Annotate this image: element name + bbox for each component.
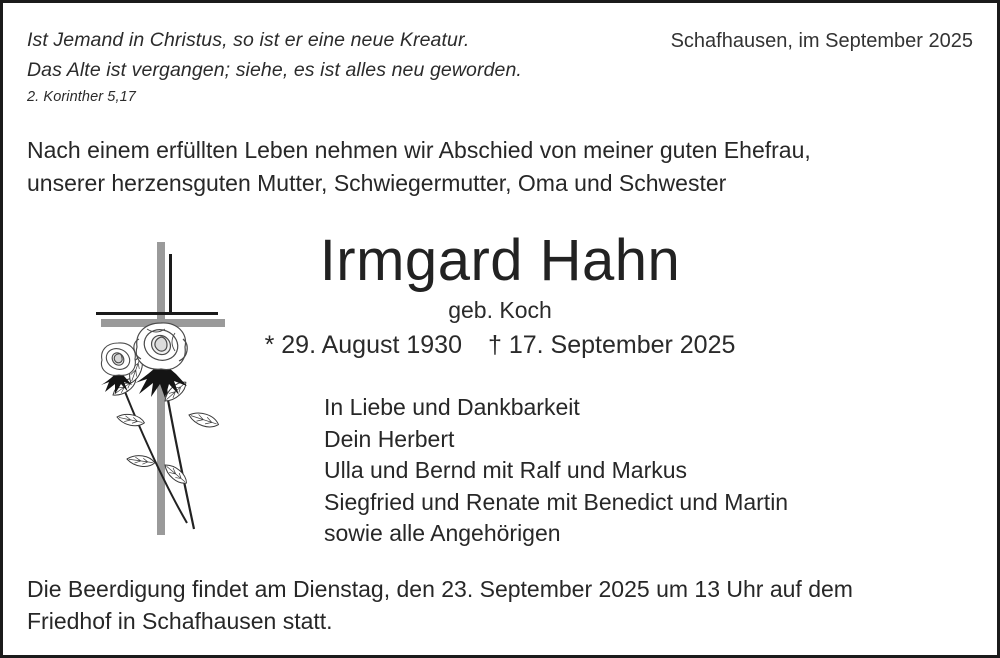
scripture-line-1: Ist Jemand in Christus, so ist er eine neue Kreatur. xyxy=(27,29,470,51)
death-date: † 17. September 2025 xyxy=(487,331,736,359)
scripture-quote xyxy=(27,25,522,107)
mourner-line: Siegfried und Renate mit Benedict und Martin xyxy=(324,488,789,515)
intro-paragraph xyxy=(27,134,811,200)
deceased-name: Irmgard Hahn xyxy=(319,228,681,293)
mourners-list xyxy=(324,392,788,550)
mourner-line: Dein Herbert xyxy=(324,425,455,452)
birth-death-dates xyxy=(3,331,997,360)
maiden-name: geb. Koch xyxy=(448,297,552,323)
place-dateline: Schafhausen, im September 2025 xyxy=(670,30,973,52)
mourner-line: sowie alle Angehörigen xyxy=(324,520,561,547)
funeral-line-1: Die Beerdigung findet am Dienstag, den 23. September 2025 um 13 Uhr auf dem xyxy=(27,576,853,602)
funeral-line-2: Friedhof in Schafhausen statt. xyxy=(27,608,333,634)
scripture-line-2: Das Alte ist vergangen; siehe, es ist alles neu geworden. xyxy=(27,59,522,81)
mourner-line: In Liebe und Dankbarkeit xyxy=(324,394,580,420)
intro-line-1: Nach einem erfüllten Leben nehmen wir Abschied von meiner guten Ehefrau, xyxy=(27,137,811,163)
birth-date: * 29. August 1930 xyxy=(264,331,462,359)
mourner-line: Ulla und Bernd mit Ralf und Markus xyxy=(324,457,688,484)
funeral-info xyxy=(27,573,853,637)
scripture-reference: 2. Korinther 5,17 xyxy=(27,89,136,105)
intro-line-2: unserer herzensguten Mutter, Schwiegermutter, Oma und Schwester xyxy=(27,170,727,196)
